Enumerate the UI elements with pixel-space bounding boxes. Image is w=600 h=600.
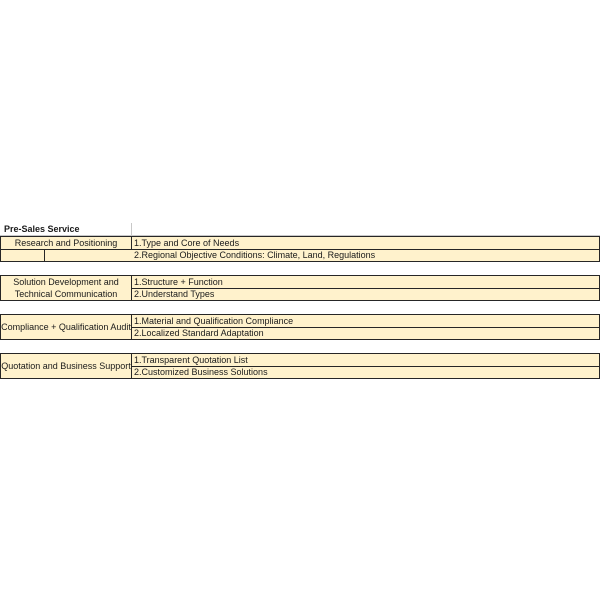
item-cell[interactable]: 1.Type and Core of Needs — [134, 238, 240, 248]
sheet-title[interactable]: Pre-Sales Service — [4, 224, 80, 234]
items-column — [132, 315, 599, 339]
category-cell[interactable] — [1, 315, 132, 339]
spreadsheet — [0, 223, 600, 392]
category-cell[interactable] — [1, 354, 132, 378]
items-column — [132, 237, 599, 261]
item-cell[interactable]: 2.Regional Objective Conditions: Climate, Land, Regulations — [132, 249, 599, 261]
section-research — [0, 236, 600, 262]
merged-subcells — [1, 249, 132, 261]
item-cell[interactable]: 1.Transparent Quotation List — [134, 355, 248, 365]
section-solution — [0, 275, 600, 301]
items-column — [132, 276, 599, 300]
items-column — [132, 354, 599, 378]
header-row — [0, 223, 600, 236]
item-cell[interactable]: 2.Understand Types — [132, 288, 599, 300]
section-compliance — [0, 314, 600, 340]
item-cell[interactable]: 1.Structure + Function — [134, 277, 223, 287]
item-cell[interactable]: 2.Localized Standard Adaptation — [132, 327, 599, 339]
column-divider — [131, 223, 132, 235]
item-cell[interactable]: 1.Material and Qualification Compliance — [134, 316, 294, 326]
category-label: Solution Development and Technical Communication — [13, 277, 119, 299]
category-cell[interactable] — [1, 276, 132, 300]
category-label: Research and Positioning — [14, 238, 118, 248]
section-quotation — [0, 353, 600, 379]
category-label: Quotation and Business Support — [1, 361, 131, 371]
empty-cell[interactable] — [1, 250, 45, 261]
category-label: Compliance + Qualification Audit — [1, 322, 131, 332]
item-cell[interactable]: 2.Customized Business Solutions — [132, 366, 599, 378]
